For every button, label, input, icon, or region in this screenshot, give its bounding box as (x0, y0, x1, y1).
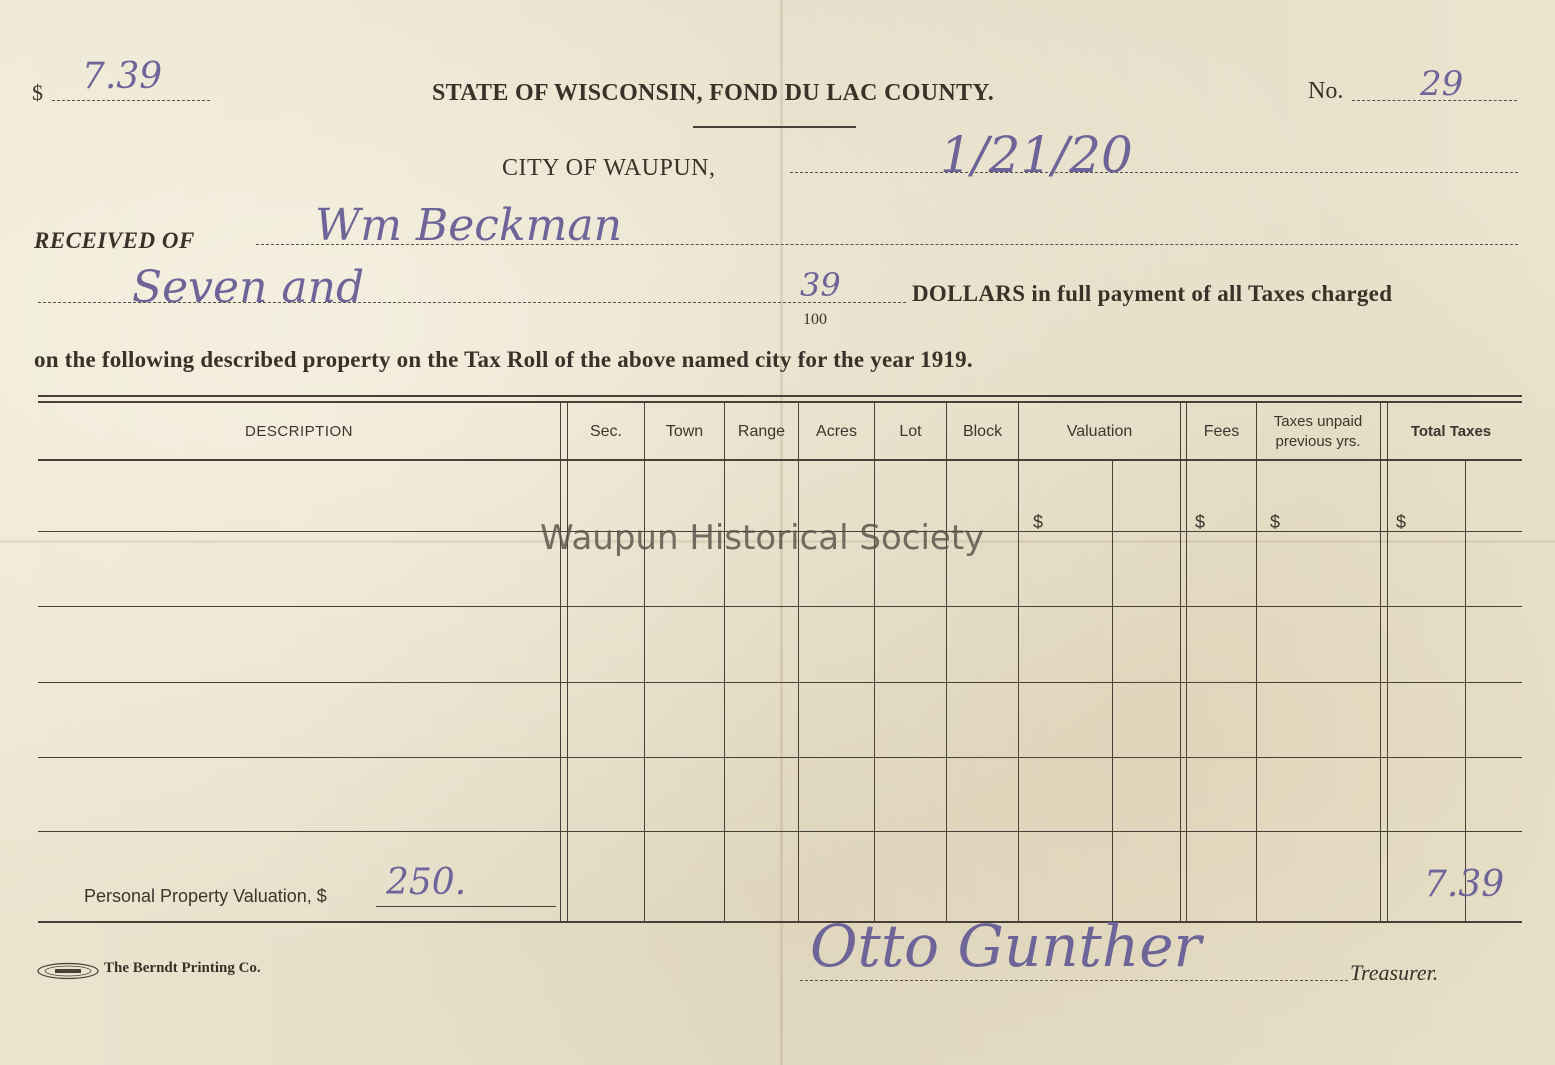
amount-words-handwritten: Seven and (132, 262, 365, 313)
date-handwritten: 1/21/20 (940, 126, 1133, 184)
header-acres: Acres (816, 423, 857, 440)
table-header-rule (38, 459, 1522, 461)
dollars-text: DOLLARS in full payment of all Taxes charged (912, 281, 1393, 306)
table-row-line (38, 682, 1522, 683)
taxes-unpaid-dollar-sign: $ (1270, 512, 1281, 532)
column-divider (1112, 461, 1113, 922)
number-label: No. (1308, 78, 1344, 104)
column-divider (874, 403, 875, 922)
header-fees: Fees (1203, 423, 1240, 440)
table-row-line (38, 757, 1522, 758)
column-divider (1186, 403, 1187, 922)
property-text: on the following described property on the Tax Roll of the above named city for the year 1919. (34, 347, 973, 372)
table-top-rule (38, 395, 1522, 397)
column-divider (724, 403, 725, 922)
column-divider (1180, 403, 1181, 922)
column-divider (644, 403, 645, 922)
table-row-line (38, 606, 1522, 607)
cents-handwritten: 39 (800, 266, 841, 304)
table-bottom-rule (38, 921, 1522, 923)
union-label-logo (37, 962, 99, 980)
valuation-dollar-sign: $ (1033, 512, 1044, 532)
amount-handwritten: 7.39 (82, 56, 163, 97)
column-divider (567, 403, 568, 922)
treasurer-signature-line (800, 980, 1348, 981)
personal-property-line (376, 906, 556, 907)
table-top-rule-2 (38, 401, 1522, 403)
city-label: CITY OF WAUPUN, (502, 155, 716, 181)
header-valuation: Valuation (1066, 423, 1133, 440)
personal-property-value: 250. (386, 862, 467, 903)
column-divider (1380, 403, 1381, 922)
column-divider (1256, 403, 1257, 922)
column-divider (946, 403, 947, 922)
header-lot: Lot (899, 423, 922, 440)
column-divider (798, 403, 799, 922)
header-sec: Sec. (589, 423, 622, 440)
header-town: Town (665, 423, 704, 440)
printer-name: The Berndt Printing Co. (104, 960, 261, 976)
amount-line (52, 100, 210, 101)
watermark: Waupun Historical Society (540, 518, 985, 558)
header-total-taxes: Total Taxes (1410, 423, 1492, 440)
column-divider (1018, 403, 1019, 922)
header-range: Range (737, 423, 786, 440)
table-row-line (38, 831, 1522, 832)
received-of-label: RECEIVED OF (34, 228, 195, 253)
cents-denominator: 100 (803, 311, 827, 328)
treasurer-label: Treasurer. (1350, 960, 1439, 985)
total-taxes-dollar-sign: $ (1396, 512, 1407, 532)
title-underline (693, 126, 856, 128)
payer-handwritten: Wm Beckman (315, 200, 622, 251)
date-line (790, 172, 1518, 173)
column-divider (1465, 461, 1466, 922)
treasurer-signature: Otto Gunther (810, 912, 1202, 980)
header-description: DESCRIPTION (244, 423, 353, 440)
column-divider (1387, 403, 1388, 922)
column-divider (560, 403, 561, 922)
total-taxes-value: 7.39 (1424, 864, 1505, 905)
header-taxes-unpaid: Taxes unpaid previous yrs. (1273, 413, 1363, 450)
personal-property-label: Personal Property Valuation, $ (84, 886, 327, 906)
header-block: Block (962, 423, 1003, 440)
fees-dollar-sign: $ (1195, 512, 1206, 532)
amount-dollar-sign: $ (32, 80, 43, 105)
number-handwritten: 29 (1420, 64, 1464, 104)
document-title: STATE OF WISCONSIN, FOND DU LAC COUNTY. (432, 80, 995, 106)
